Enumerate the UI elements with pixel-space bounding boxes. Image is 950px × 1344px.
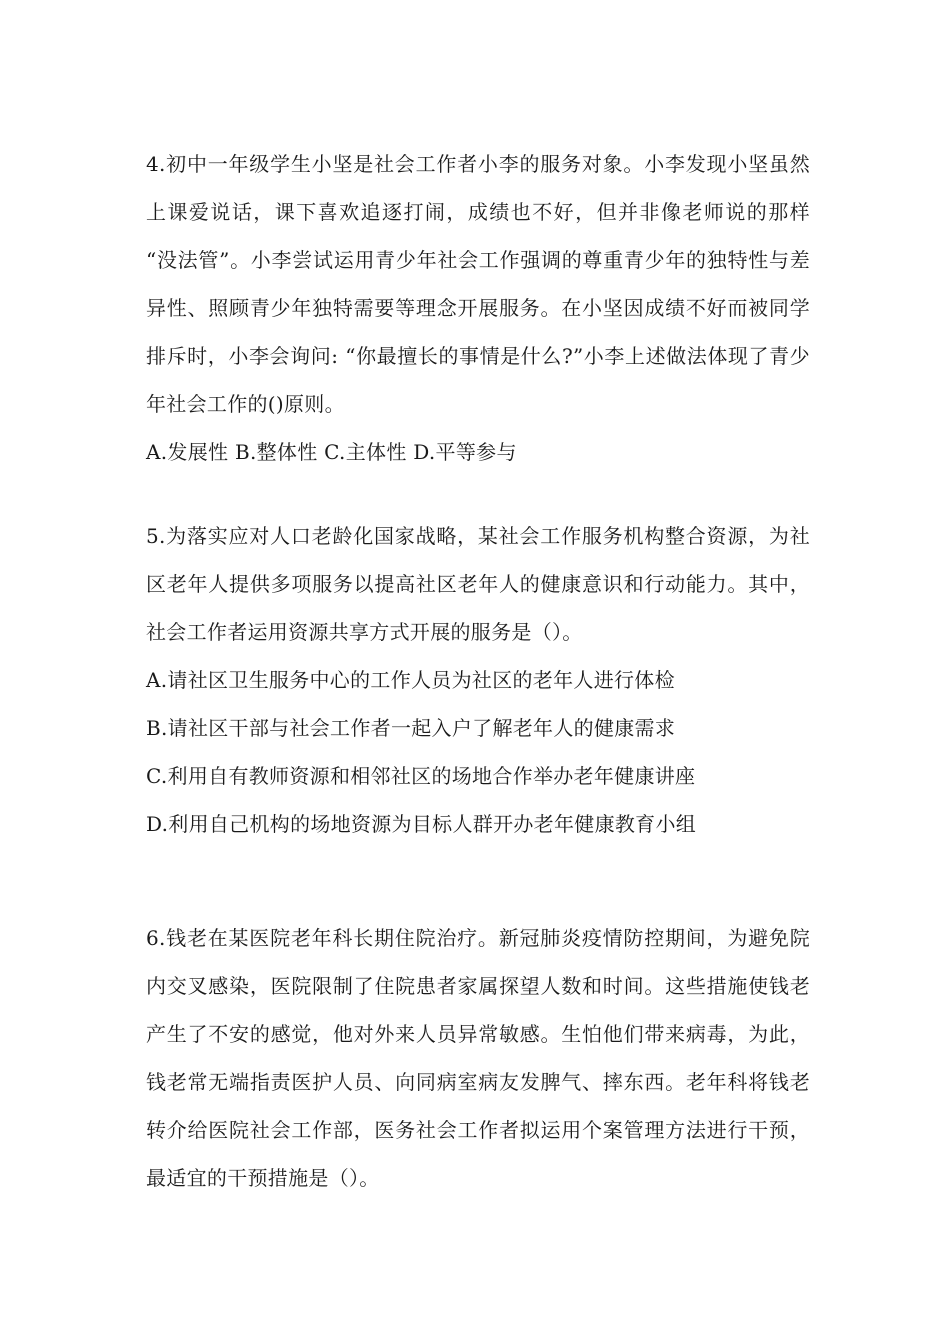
answer-options: A.发展性 B.整体性 C.主体性 D.平等参与 (146, 440, 517, 464)
question-6 (146, 914, 810, 1202)
answer-option-d: D.利用自己机构的场地资源为目标人群开办老年健康教育小组 (146, 812, 697, 836)
answer-option-c: C.利用自有教师资源和相邻社区的场地合作举办老年健康讲座 (146, 764, 696, 788)
question-5 (146, 512, 810, 848)
question-stem: 4.初中一年级学生小坚是社会工作者小李的服务对象。小李发现小坚虽然上课爱说话，课下喜欢追逐打闹，成绩也不好，但并非像老师说的那样 “没法管”。小李尝试运用青少年社会工作强调的尊重青少年的独特性与差异性、照顾青少年独特需要等理念开展服务。在小坚因成绩不好而被同学排斥时，小李会询问: “你最擅长的事情是什么?”小李上述做法体现了青少年社会工作的()原则。 (146, 152, 810, 416)
question-4 (146, 140, 810, 476)
answer-option-a: A.请社区卫生服务中心的工作人员为社区的老年人进行体检 (146, 668, 675, 692)
answer-option-b: B.请社区干部与社会工作者一起入户了解老年人的健康需求 (146, 716, 676, 740)
question-stem: 5.为落实应对人口老龄化国家战略，某社会工作服务机构整合资源，为社区老年人提供多项服务以提高社区老年人的健康意识和行动能力。其中，社会工作者运用资源共享方式开展的服务是（）。 (146, 524, 810, 644)
question-stem: 6.钱老在某医院老年科长期住院治疗。新冠肺炎疫情防控期间，为避免院内交叉感染，医院限制了住院患者家属探望人数和时间。这些措施使钱老产生了不安的感觉，他对外来人员异常敏感。生怕他们带来病毒，为此，钱老常无端指责医护人员、向同病室病友发脾气、摔东西。老年科将钱老转介给医院社会工作部，医务社会工作者拟运用个案管理方法进行干预，最适宜的干预措施是（）。 (146, 926, 810, 1190)
